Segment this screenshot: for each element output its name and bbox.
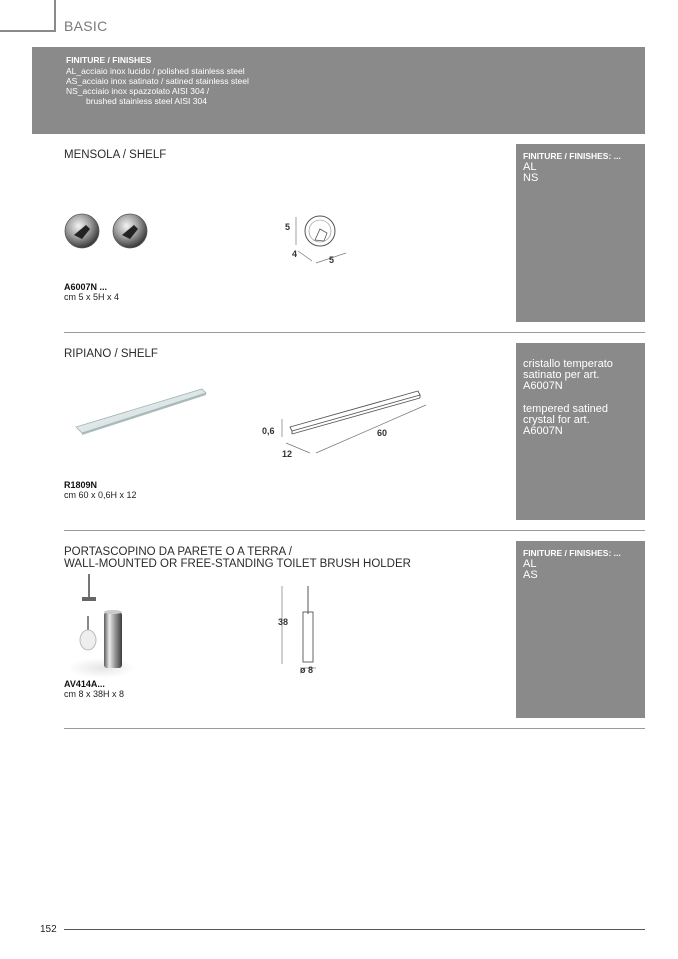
finish-line-as: AS_acciaio inox satinato / satined stainless steel <box>66 76 249 86</box>
glass-shelf-photo <box>72 385 212 445</box>
shelf-product-photo <box>60 205 156 257</box>
side-panel-material <box>516 343 645 520</box>
finish-line-al: AL_acciaio inox lucido / polished stainless steel <box>66 66 245 76</box>
material-note-line: crystal for art. <box>523 414 590 426</box>
finish-code: AS <box>523 569 538 581</box>
finish-code: AL <box>523 161 537 173</box>
section-title-shelf: MENSOLA / SHELF <box>64 149 167 161</box>
side-panel-heading: FINITURE / FINISHES: ... <box>523 548 621 558</box>
header-corner-mark <box>0 0 56 32</box>
dim-label-length: 60 <box>377 428 388 438</box>
page-category-title: BASIC <box>64 18 108 34</box>
material-note-line: tempered satined <box>523 403 608 415</box>
dim-label-thickness: 0,6 <box>262 426 275 436</box>
section-divider <box>64 530 645 531</box>
section-title-brush-holder: PORTASCOPINO DA PARETE O A TERRA / <box>64 546 292 558</box>
dim-label-diameter: ø 8 <box>300 665 314 675</box>
side-panel-finishes <box>516 541 645 718</box>
dim-label-height: 5 <box>285 222 291 232</box>
section-divider <box>64 332 645 333</box>
shelf-technical-drawing <box>280 205 360 270</box>
material-note-line: cristallo temperato <box>523 358 613 370</box>
product-code: A6007N ... <box>64 282 108 292</box>
footer-rule <box>64 929 645 930</box>
dim-label-height: 38 <box>278 617 289 627</box>
product-dimensions: cm 8 x 38H x 8 <box>64 689 125 699</box>
product-dimensions: cm 60 x 0,6H x 12 <box>64 490 137 500</box>
dim-label-depth: 4 <box>292 249 298 259</box>
product-dimensions: cm 5 x 5H x 4 <box>64 292 120 302</box>
side-panel-finishes <box>516 144 645 322</box>
material-note-line: A6007N <box>523 425 563 437</box>
finishes-title: FINITURE / FINISHES <box>66 55 152 65</box>
finish-line-ns: NS_acciaio inox spazzolato AISI 304 / <box>66 86 210 96</box>
dim-label-width: 5 <box>329 255 335 265</box>
product-code: R1809N <box>64 480 98 490</box>
product-code: AV414A... <box>64 679 105 689</box>
brush-holder-technical-drawing <box>270 582 330 677</box>
finish-line-ns-cont: brushed stainless steel AISI 304 <box>86 96 207 106</box>
glass-shelf-technical-drawing <box>280 385 430 460</box>
section-title-brush-holder-en: WALL-MOUNTED OR FREE-STANDING TOILET BRUSH HOLDER <box>64 558 411 570</box>
material-note-line: satinato per art. <box>523 369 600 381</box>
side-panel-heading: FINITURE / FINISHES: ... <box>523 151 621 161</box>
finish-code: AL <box>523 558 537 570</box>
material-note-line: A6007N <box>523 380 563 392</box>
section-title-glass-shelf: RIPIANO / SHELF <box>64 348 158 360</box>
dim-label-depth: 12 <box>282 449 293 459</box>
brush-holder-photo <box>64 572 144 680</box>
finish-code: NS <box>523 172 539 184</box>
finishes-banner <box>32 47 645 134</box>
page-number: 152 <box>40 924 57 935</box>
section-divider <box>64 728 645 729</box>
